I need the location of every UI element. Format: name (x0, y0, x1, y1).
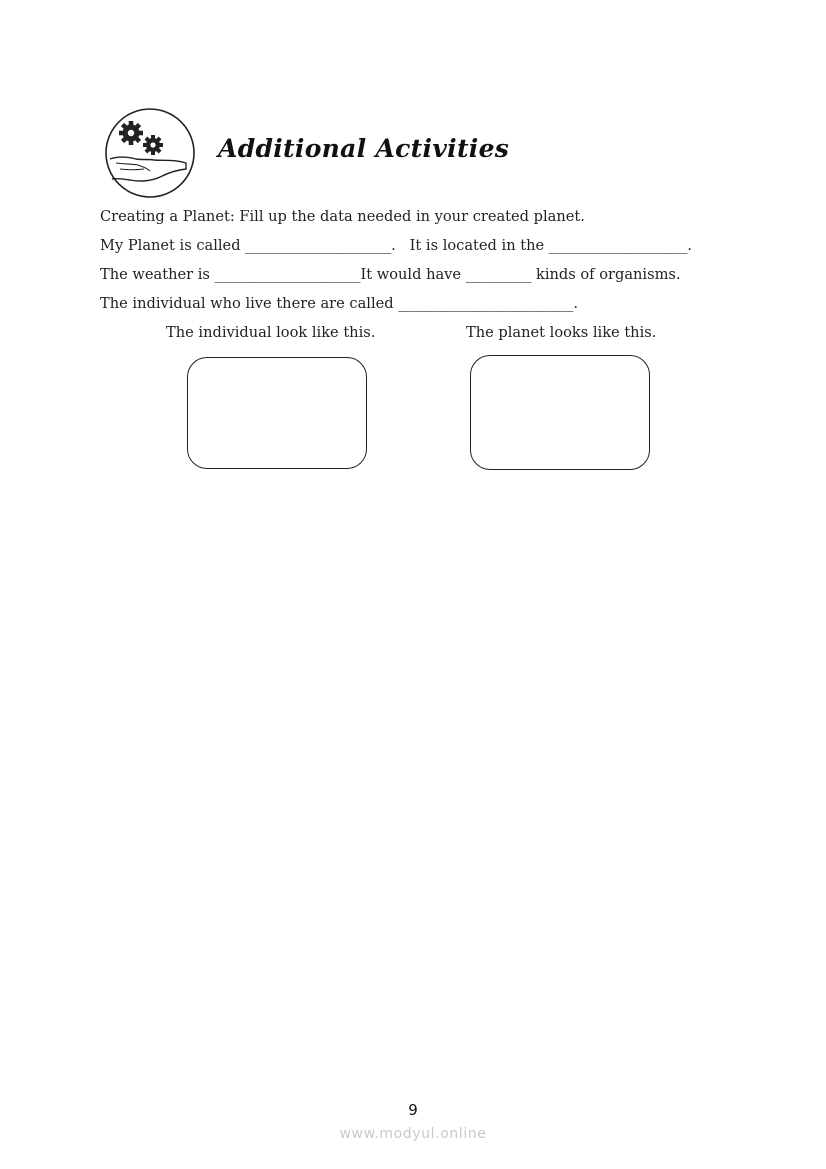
individual-caption: The individual look like this. (166, 324, 376, 341)
section-title: Additional Activities (218, 134, 510, 163)
individual-drawing-box (187, 357, 367, 469)
planet-drawing-box (470, 355, 650, 470)
activity-instruction: Creating a Planet: Fill up the data needed in your created planet. (100, 208, 585, 225)
planet-name-line: My Planet is called ____________________. It is located in the ___________________. (100, 237, 693, 254)
page-number: 9 (408, 1101, 418, 1119)
inhabitants-line: The individual who live there are called ________________________. (100, 295, 579, 312)
gears-in-hand-icon (104, 107, 196, 199)
planet-caption: The planet looks like this. (466, 324, 657, 341)
planet-weather-line: The weather is ____________________It would have _________ kinds of organisms. (100, 266, 681, 283)
watermark: www.modyul.online (339, 1126, 487, 1142)
